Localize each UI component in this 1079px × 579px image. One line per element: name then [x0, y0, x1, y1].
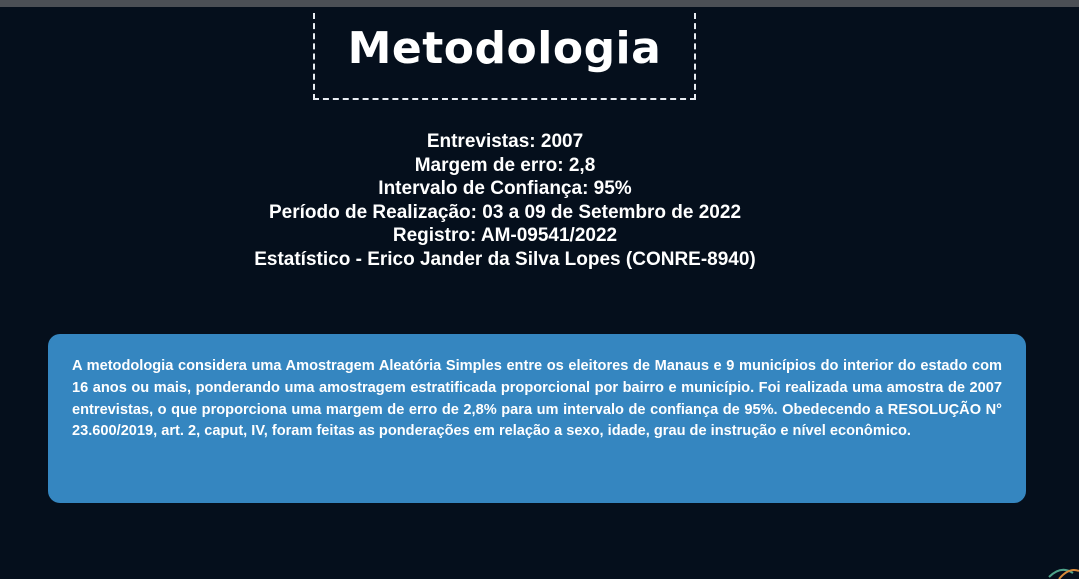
page-title: Metodologia	[347, 23, 662, 74]
detail-interviews: Entrevistas: 2007	[426, 131, 584, 152]
title-frame	[313, 13, 696, 100]
methodology-summary-box	[48, 334, 1026, 503]
corner-decoration-icon	[1039, 559, 1079, 579]
detail-statistician: Estatístico - Erico Jander da Silva Lopes (CONRE-8940)	[254, 248, 756, 270]
top-border	[0, 0, 1079, 7]
methodology-details	[0, 130, 1010, 271]
detail-confidence-interval: Intervalo de Confiança: 95%	[378, 178, 632, 199]
methodology-summary-text: A metodologia considera uma Amostragem Aleatória Simples entre os eleitores de Manaus e 9 municípios do interior do estado com 16 anos ou mais, ponderando uma amostragem estratificada proporcional por bairro e município. Foi realizada uma amostra de 2007 entrevistas, o que proporciona uma margem de erro de 2,8% para um intervalo de confiança de 95%. Obedecendo a RESOLUÇÃO N° 23.600/2019, art. 2, caput, IV, foram feitas as ponderações em relação a sexo, idade, grau de instrução e nível econômico.	[72, 358, 1002, 440]
detail-margin-of-error: Margem de erro: 2,8	[414, 154, 596, 176]
detail-period: Período de Realização: 03 a 09 de Setembro de 2022	[268, 201, 742, 223]
detail-registration: Registro: AM-09541/2022	[392, 225, 618, 246]
